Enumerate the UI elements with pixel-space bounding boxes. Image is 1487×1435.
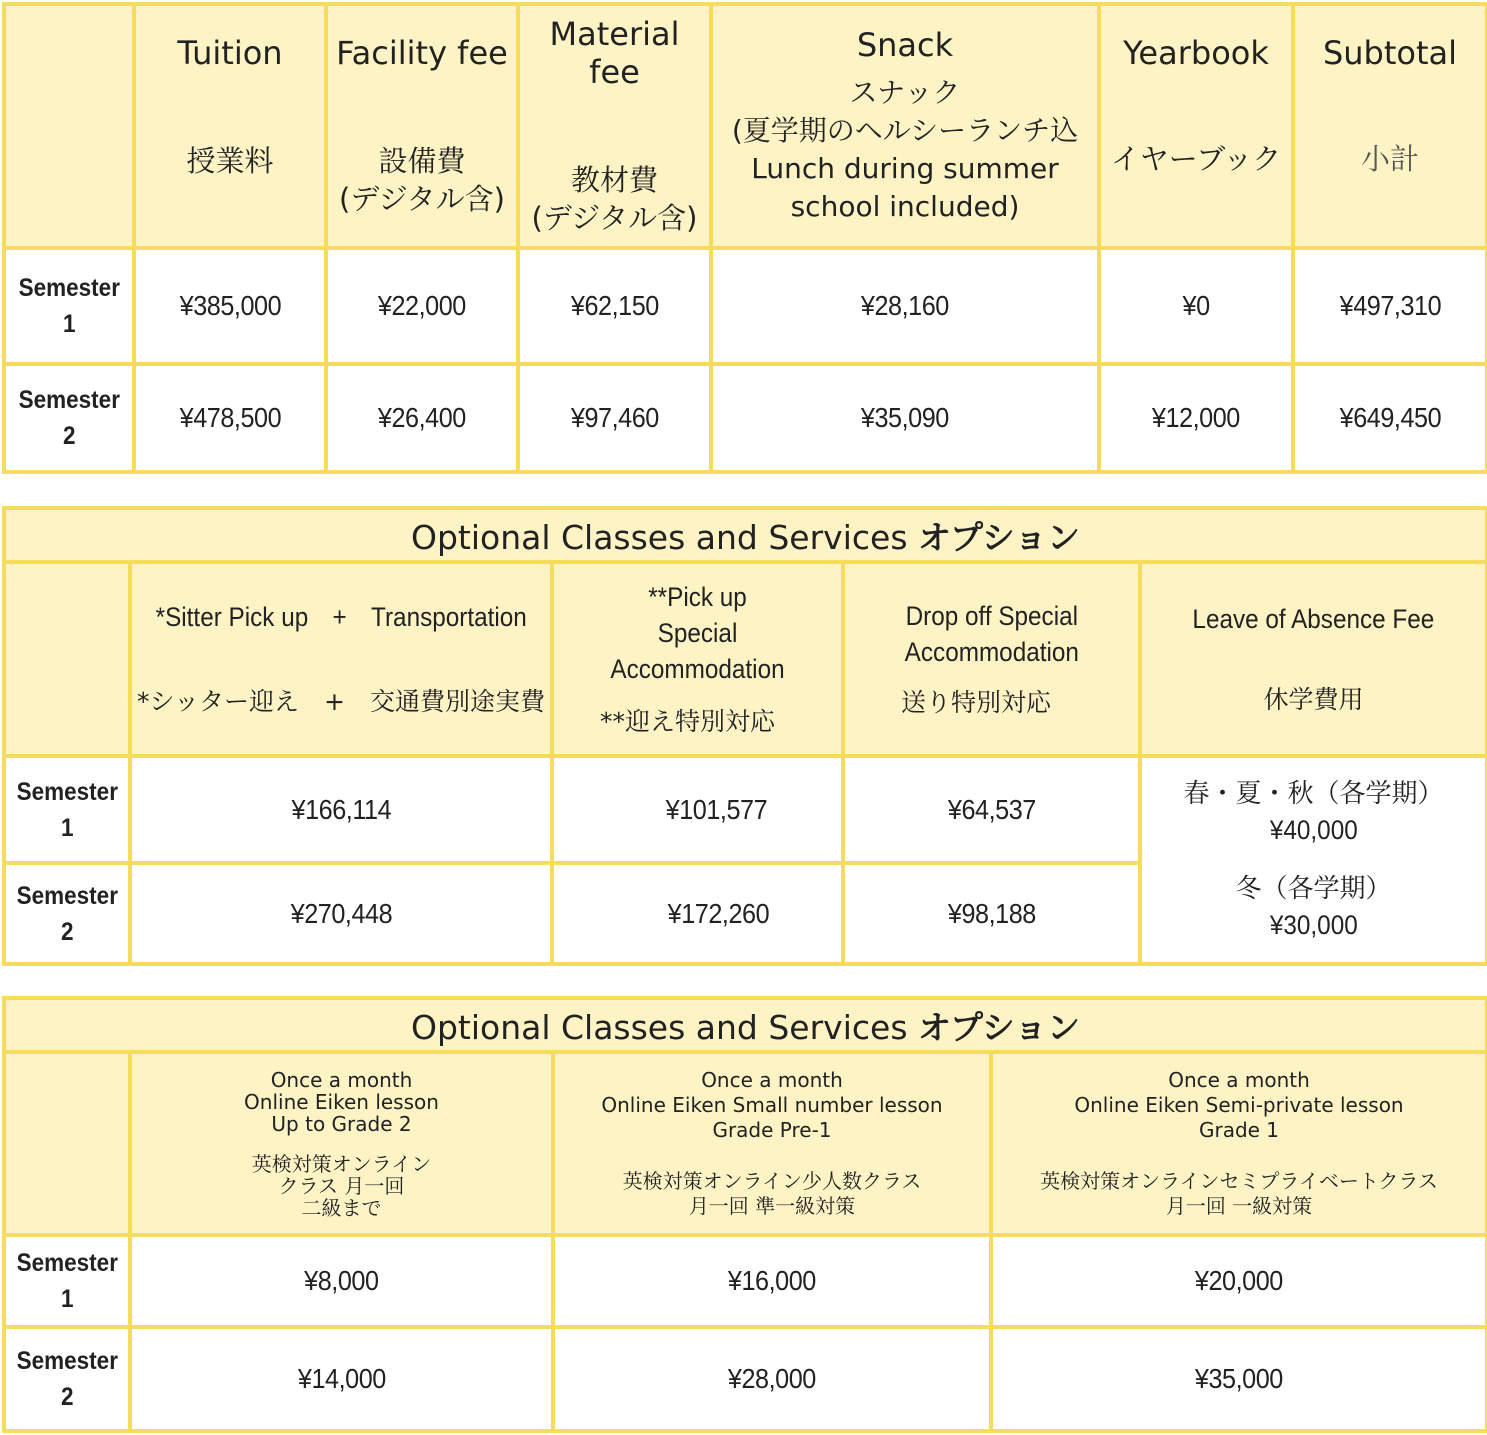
eiken-lessons-table: [2, 996, 1487, 1433]
section-title: Optional Classes and Services オプション: [4, 998, 1487, 1052]
header-en: Drop off Special Accommodation: [904, 601, 1079, 667]
header-jp: 英検対策オンラインセミプライベートクラス 月一回 一級対策: [1040, 1169, 1438, 1218]
header-jp: 教材費 (デジタル含): [531, 163, 698, 235]
header-sitter-pickup: [130, 562, 552, 756]
price-cell: ¥497,310: [1293, 248, 1487, 364]
header-en: Snack: [856, 26, 954, 64]
header-dropoff-special: [843, 562, 1140, 756]
price-cell: ¥28,160: [711, 248, 1099, 364]
semester-label: Semester 2: [4, 1327, 130, 1431]
leave-price-1: ¥40,000: [1269, 815, 1358, 845]
price-cell: ¥98,188: [843, 863, 1140, 964]
table-row: [4, 248, 1487, 364]
corner-cell: [4, 562, 130, 756]
header-jp: スナック (夏学期のヘルシーランチ込 Lunch during summer school included): [731, 76, 1079, 223]
header-en: *Sitter Pick up + Transportation: [155, 602, 527, 632]
semester-label: Semester 1: [4, 248, 134, 364]
header-jp: *シッター迎え + 交通費別途実費: [137, 687, 545, 716]
header-en: Facility fee: [336, 34, 508, 72]
price-cell: ¥62,150: [518, 248, 711, 364]
fees-table: [2, 2, 1487, 474]
price-cell: ¥478,500: [134, 364, 326, 472]
price-cell: ¥14,000: [130, 1327, 553, 1431]
header-jp: 英検対策オンライン少人数クラス 月一回 準一級対策: [622, 1169, 922, 1218]
header-eiken-grade-2: [130, 1052, 553, 1235]
header-en: Once a month Online Eiken lesson Up to Grade 2: [244, 1067, 439, 1136]
header-jp: 授業料: [186, 144, 274, 178]
header-jp: 休学費用: [1263, 685, 1364, 714]
header-jp: 小計: [1360, 142, 1419, 176]
price-cell: ¥12,000: [1099, 364, 1293, 472]
header-pickup-special: [552, 562, 843, 756]
price-cell: ¥385,000: [134, 248, 326, 364]
semester-label: Semester 2: [4, 364, 134, 472]
price-cell: ¥35,090: [711, 364, 1099, 472]
section-title: Optional Classes and Services オプション: [4, 508, 1487, 562]
semester-label: Semester 1: [4, 756, 130, 863]
price-cell: ¥8,000: [130, 1235, 553, 1327]
header-snack: [711, 4, 1099, 248]
price-cell: ¥101,577: [552, 756, 843, 863]
price-cell: ¥16,000: [553, 1235, 991, 1327]
header-jp: 設備費 (デジタル含): [339, 144, 505, 216]
header-en: Yearbook: [1123, 34, 1269, 72]
header-yearbook: [1099, 4, 1293, 248]
table-row: [4, 1235, 1487, 1327]
price-cell: ¥649,450: [1293, 364, 1487, 472]
price-cell: ¥22,000: [326, 248, 518, 364]
price-cell: ¥28,000: [553, 1327, 991, 1431]
leave-price-2: ¥30,000: [1269, 910, 1358, 940]
semester-label: Semester 2: [4, 863, 130, 964]
header-material-fee: [518, 4, 711, 248]
header-facility-fee: [326, 4, 518, 248]
header-jp: イヤーブック: [1110, 142, 1282, 176]
corner-cell: [4, 4, 134, 248]
header-subtotal: [1293, 4, 1487, 248]
price-cell: ¥0: [1099, 248, 1293, 364]
corner-cell: [4, 1052, 130, 1235]
table-row: [4, 756, 1487, 863]
price-cell: ¥270,448: [130, 863, 552, 964]
header-en: Once a month Online Eiken Small number lesson Grade Pre-1: [601, 1068, 943, 1142]
price-cell: ¥166,114: [130, 756, 552, 863]
price-cell: ¥172,260: [552, 863, 843, 964]
header-jp: 英検対策オンライン クラス 月一回 二級まで: [251, 1151, 432, 1220]
optional-services-table: [2, 506, 1487, 966]
header-en: Subtotal: [1322, 34, 1458, 72]
price-cell: ¥35,000: [991, 1327, 1487, 1431]
header-en: Tuition: [177, 34, 283, 72]
table-row: [4, 364, 1487, 472]
price-cell: ¥20,000: [991, 1235, 1487, 1327]
header-tuition: [134, 4, 326, 248]
header-en: Leave of Absence Fee: [1192, 604, 1435, 634]
header-leave-of-absence: [1140, 562, 1487, 756]
leave-terms-spring-summer-fall: 春・夏・秋（各学期）: [1183, 779, 1444, 809]
header-en: **Pick up Special Accommodation: [610, 582, 785, 684]
header-eiken-grade-1: [991, 1052, 1487, 1235]
header-en: Material fee: [549, 15, 680, 91]
price-cell: ¥26,400: [326, 364, 518, 472]
header-jp: **迎え特別対応: [600, 707, 776, 736]
table-row: [4, 1327, 1487, 1431]
header-en: Once a month Online Eiken Semi-private lesson Grade 1: [1074, 1068, 1404, 1142]
price-cell: ¥64,537: [843, 756, 1140, 863]
header-eiken-pre-1: [553, 1052, 991, 1235]
header-jp: 送り特別対応: [901, 688, 1052, 717]
leave-of-absence-fees: [1140, 756, 1487, 964]
price-cell: ¥97,460: [518, 364, 711, 472]
leave-terms-winter: 冬（各学期）: [1235, 874, 1392, 904]
semester-label: Semester 1: [4, 1235, 130, 1327]
